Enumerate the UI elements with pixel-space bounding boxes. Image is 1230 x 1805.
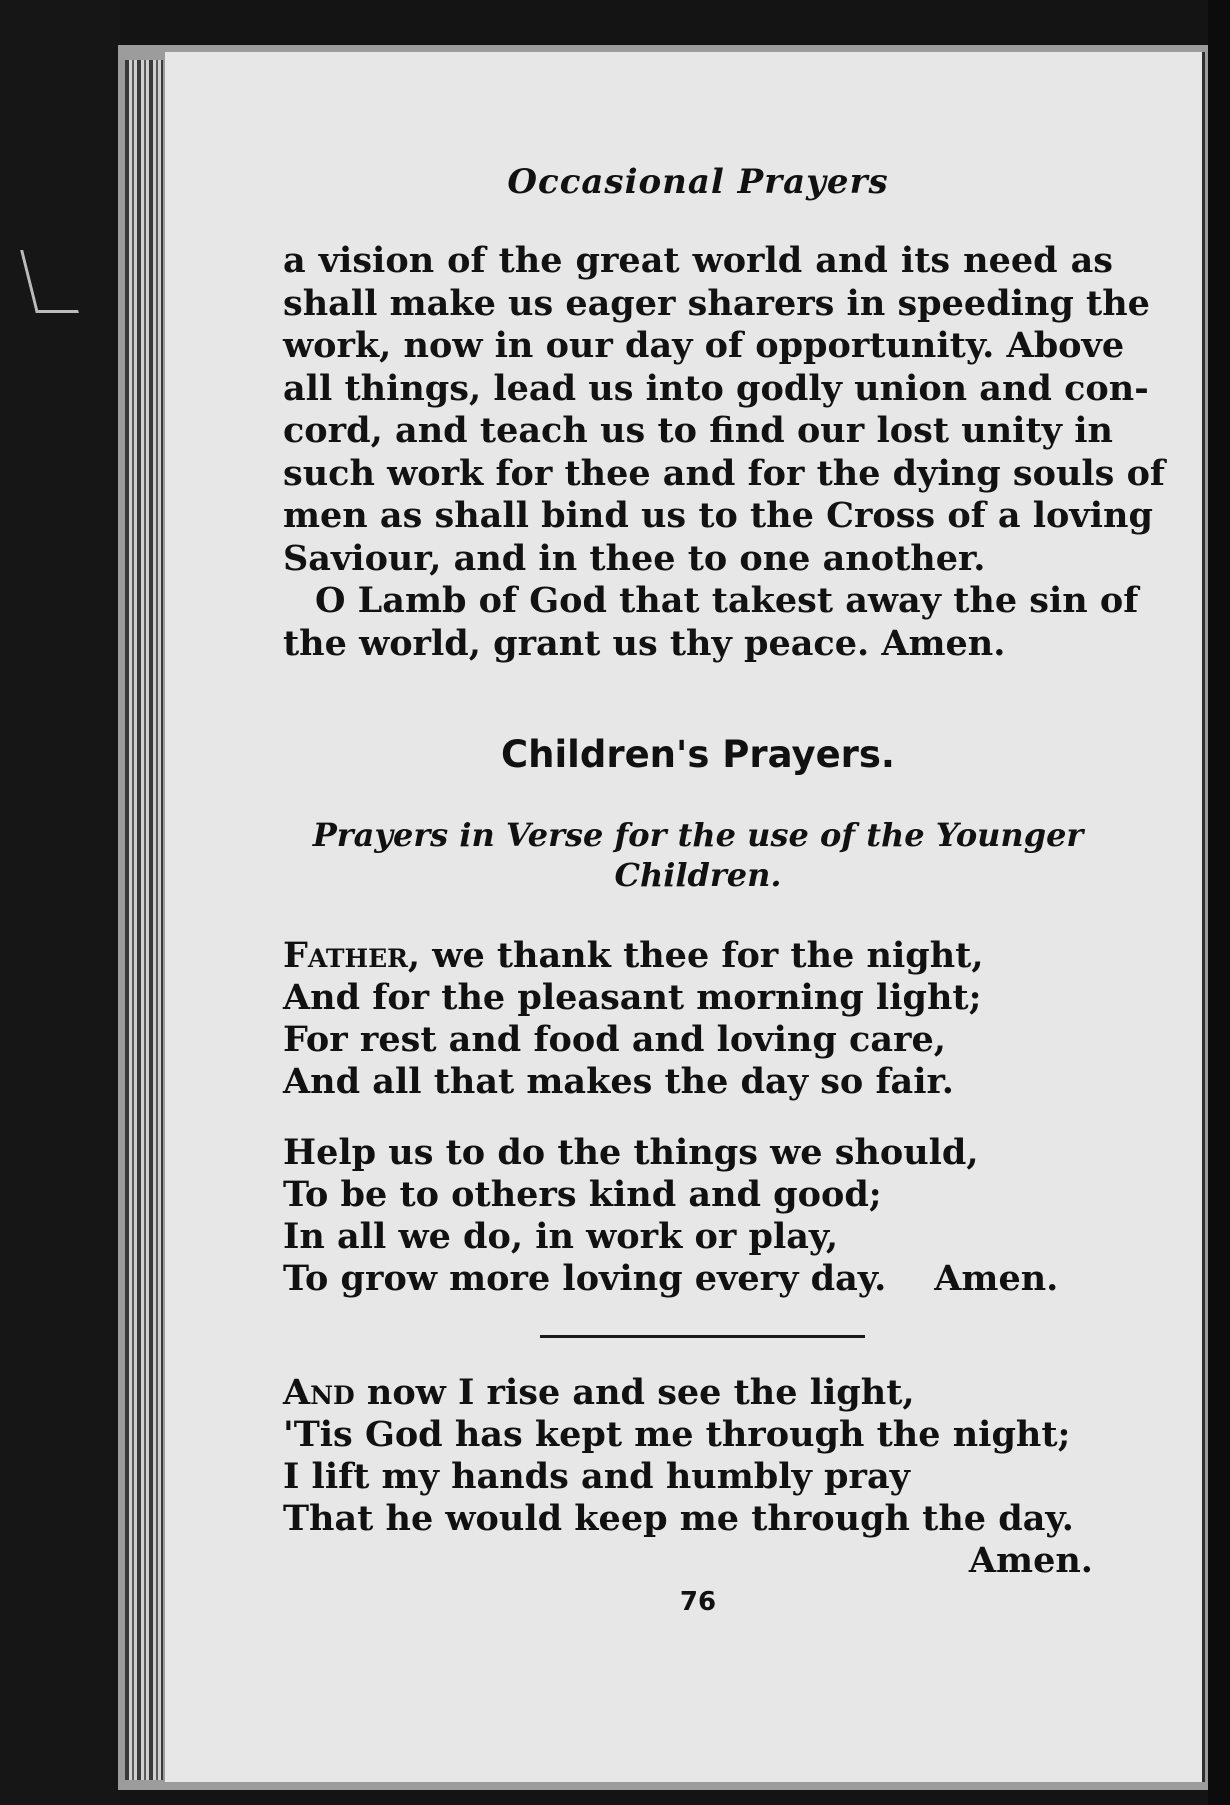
verse-line: 'Tis God has kept me through the night;	[283, 1414, 1071, 1455]
verse-line	[283, 1258, 1113, 1300]
verse-line: That he would keep me through the day.	[283, 1498, 1074, 1539]
verse-line: Help us to do the things we should,	[283, 1132, 979, 1173]
verse-first-word: Father,	[283, 935, 421, 976]
text-line: all things, lead us into godly union and con-	[283, 367, 1149, 409]
verse-line: I lift my hands and humbly pray	[283, 1456, 910, 1497]
text-line: such work for thee and for the dying souls of	[283, 452, 1165, 494]
verse-line: For rest and food and loving care,	[283, 1019, 946, 1060]
subtitle-line: Prayers in Verse for the use of the Younger	[312, 816, 1084, 854]
text-line: a vision of the great world and its need as	[283, 240, 1113, 281]
page-edges	[125, 60, 163, 1780]
verse-line: And for the pleasant morning light;	[283, 977, 982, 1018]
text-line: the world, grant us thy peace. Amen.	[283, 622, 1006, 664]
text-line: shall make us eager sharers in speeding the	[283, 282, 1150, 324]
amen: Amen.	[968, 1540, 1093, 1581]
verse-line	[283, 935, 1113, 977]
verse-line: In all we do, in work or play,	[283, 1216, 839, 1257]
text-line: O Lamb of God that takest away the sin of	[315, 580, 1139, 621]
text-line: Saviour, and in thee to one another.	[283, 537, 986, 579]
running-head: Occasional Prayers	[507, 162, 889, 202]
section-subtitle	[283, 815, 1113, 895]
verse-help-us	[283, 1132, 1113, 1300]
page-number: 76	[679, 1587, 717, 1617]
verse-line-rest: we thank thee for the night,	[420, 935, 984, 976]
verse-first-word: And	[283, 1372, 355, 1413]
section-title: Children's Prayers.	[501, 733, 895, 776]
verse-line: To be to others kind and good;	[283, 1174, 882, 1215]
text-line: work, now in our day of opportunity. Above	[283, 325, 1125, 366]
amen: Amen.	[934, 1258, 1059, 1299]
verse-morning-thanks	[283, 935, 1113, 1103]
verse-line-rest: now I rise and see the light,	[354, 1372, 915, 1413]
scan-right-margin	[1208, 0, 1230, 1805]
prayer-paragraph	[283, 240, 1165, 580]
text-line: men as shall bind us to the Cross of a loving	[283, 495, 1153, 536]
verse-line: And all that makes the day so fair.	[283, 1061, 954, 1102]
closing-paragraph	[283, 580, 1139, 665]
prayer-continuation	[283, 240, 1165, 665]
subtitle-line: Children.	[614, 856, 782, 894]
verse-line	[283, 1372, 1113, 1414]
verse-line-text: To grow more loving every day.	[283, 1258, 887, 1299]
text-line: cord, and teach us to find our lost unity in	[283, 410, 1113, 451]
verse-morning-rise	[283, 1372, 1113, 1582]
section-divider	[540, 1335, 865, 1338]
